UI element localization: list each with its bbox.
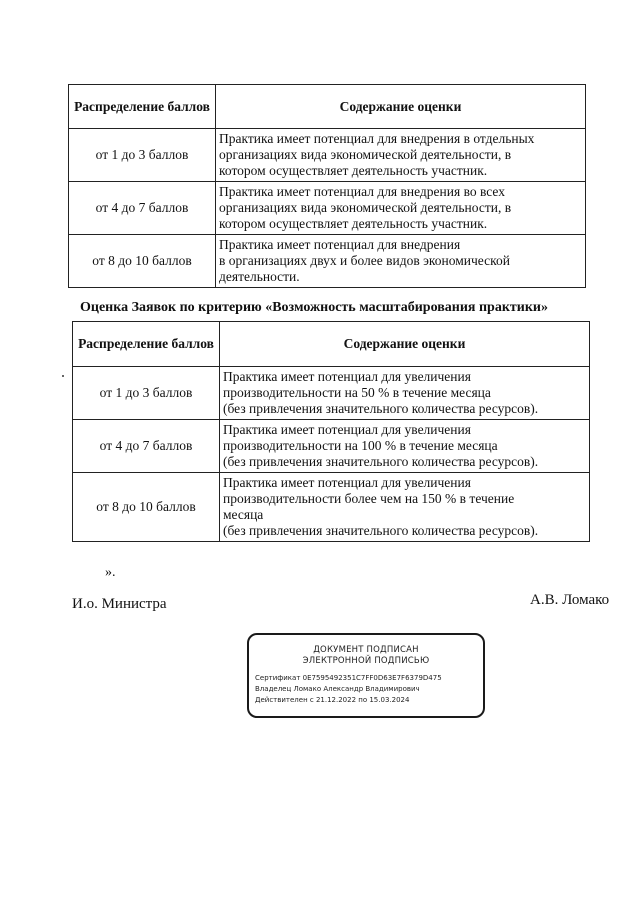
electronic-signature-stamp — [247, 633, 485, 718]
stamp-title-line1: ДОКУМЕНТ ПОДПИСАН — [313, 645, 419, 655]
section-title-scalability: Оценка Заявок по критерию «Возможность масштабирования практики» — [80, 300, 548, 315]
scoring-table-1 — [68, 84, 586, 288]
row-score: от 8 до 10 баллов — [69, 235, 216, 288]
row-score: от 4 до 7 баллов — [69, 182, 216, 235]
row-score: от 1 до 3 баллов — [73, 367, 220, 420]
header-score-distribution: Распределение баллов — [69, 85, 216, 129]
row-content: Практика имеет потенциал для внедрения во всех организациях вида экономической деятельности, в котором осуществляет деятельность участник. — [216, 182, 586, 235]
row-content: Практика имеет потенциал для увеличения производительности более чем на 150 % в течение месяца (без привлечения значительного количества ресурсов). — [220, 473, 590, 542]
stamp-validity: Действителен с 21.12.2022 по 15.03.2024 — [255, 696, 410, 704]
closing-quote: ». — [105, 565, 116, 580]
scoring-table-2 — [72, 321, 590, 542]
header-assessment-content: Содержание оценки — [220, 322, 590, 367]
signer-name: А.В. Ломако — [530, 592, 610, 608]
header-assessment-content: Содержание оценки — [216, 85, 586, 129]
row-content: Практика имеет потенциал для внедрения в организациях двух и более видов экономической деятельности. — [216, 235, 586, 288]
row-content: Практика имеет потенциал для увеличения производительности на 50 % в течение месяца (без привлечения значительного количества ресурсов). — [220, 367, 590, 420]
header-score-distribution: Распределение баллов — [73, 322, 220, 367]
stamp-owner: Владелец Ломако Александр Владимирович — [255, 685, 420, 693]
row-score: от 1 до 3 баллов — [69, 129, 216, 182]
row-score: от 8 до 10 баллов — [73, 473, 220, 542]
stamp-title-line2: ЭЛЕКТРОННОЙ ПОДПИСЬЮ — [302, 656, 430, 666]
row-score: от 4 до 7 баллов — [73, 420, 220, 473]
row-content: Практика имеет потенциал для внедрения в отдельных организациях вида экономической деятельности, в котором осуществляет деятельность участник. — [216, 129, 586, 182]
row-content: Практика имеет потенциал для увеличения производительности на 100 % в течение месяца (без привлечения значительного количества ресурсов). — [220, 420, 590, 473]
signer-position: И.о. Министра — [72, 596, 167, 612]
stamp-certificate: Сертификат 0E7595492351C7FF0D63E7F6379D475 — [255, 674, 442, 682]
scan-artifact-dot — [62, 375, 64, 377]
